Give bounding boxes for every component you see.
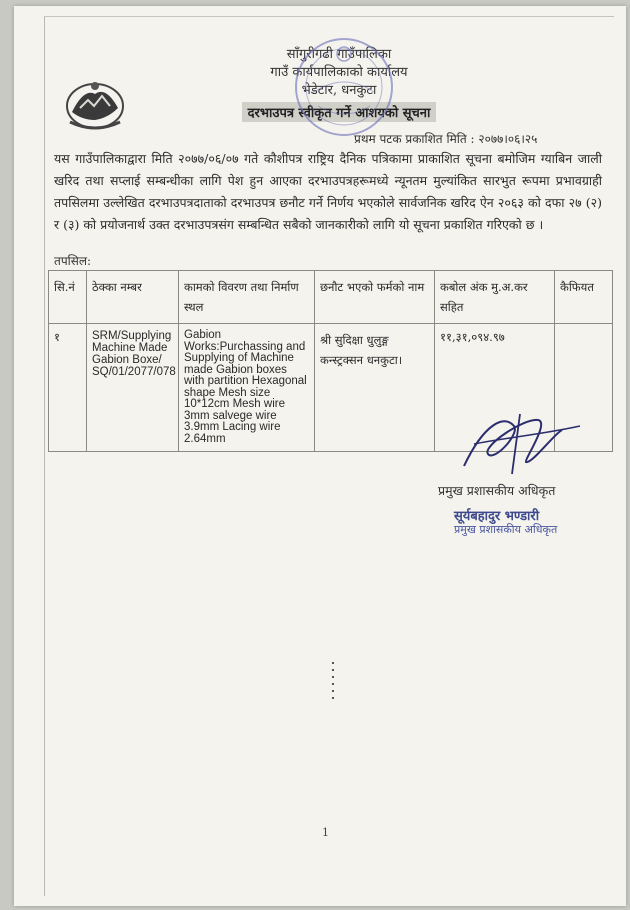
header-amount: कबोल अंक मु.अ.कर सहित xyxy=(435,271,555,324)
header-firm: छनौट भएको फर्मको नाम xyxy=(315,271,435,324)
cell-sn: १ xyxy=(49,324,87,452)
signatory-name: सूर्यबहादुर भण्डारी xyxy=(454,509,540,524)
scan-speck xyxy=(332,662,334,702)
municipality-name: साँगुरीगढी गाउँपालिका xyxy=(286,47,392,62)
left-margin-rule xyxy=(44,16,45,896)
official-seal-icon xyxy=(284,32,404,142)
notice-body: यस गाउँपालिकाद्वारा मिति २०७७/०६/०७ गते कौशीपत्र राष्ट्रिय दैनिक पत्रिकामा प्राकाशित सूचना बमोजिम ग्याबिन जाली खरिद तथा सप्लाई सम्बन्धीका लागि पेश हुन आएका दरभाउपत्रहरूमध्ये न्यूनतम मुल्यांकित सारभुत रूपमा प्रभावग्राही तपसिलमा उल्लेखित दरभाउपत्रदाताको दरभाउपत्र छनौट गर्ने निर्णय भएकोले सार्वजनिक खरिद ऐन २०६३ को दफा २७ (२) र (३) को प्रयोजनार्थ उक्त दरभाउपत्रसंग सम्बन्धित सबैको जानकारीको लागि यो सूचना प्रकाशित गरिएको छ । xyxy=(54,151,602,232)
header-remarks: कैफियत xyxy=(555,271,613,324)
page-number: 1 xyxy=(322,826,329,839)
signatory-designation: प्रमुख प्रशासकीय अधिकृत xyxy=(438,483,556,498)
details-label: तपसिल: xyxy=(54,254,92,268)
header-sn: सि.नं xyxy=(49,271,87,324)
document-page xyxy=(14,6,626,906)
office-location: भेडेटार, धनकुटा xyxy=(301,83,377,98)
office-name: गाउँ कार्यपालिकाको कार्यालय xyxy=(270,65,408,80)
signatory-stamp-title: प्रमुख प्रशासकीय अधिकृत xyxy=(454,523,558,536)
cell-work-desc: Gabion Works:Purchassing and Supplying of Machine made Gabion boxes with partition Hexagonal shape Mesh size 10*12cm Mesh wire 3mm salvege wire 3.9mm Lacing wire 2.64mm xyxy=(179,324,315,452)
table-header-row xyxy=(49,271,613,324)
header-work-desc: कामको विवरण तथा निर्माण स्थल xyxy=(179,271,315,324)
publication-date: प्रथम पटक प्रकाशित मिति : २०७७।०६।२५ xyxy=(354,132,538,146)
cell-firm: श्री सुदिक्षा धुलुङ्ग कन्स्ट्रक्सन धनकुटा। xyxy=(315,324,435,452)
signature-image xyxy=(454,404,584,484)
notice-title: दरभाउपत्र स्वीकृत गर्ने आशयको सूचना xyxy=(242,102,437,122)
cell-amount: ११,३१,०९४.९७ xyxy=(435,324,555,452)
header-contract-no: ठेक्का नम्बर xyxy=(87,271,179,324)
nepal-emblem-icon xyxy=(64,78,126,130)
cell-contract-no: SRM/Supplying Machine Made Gabion Boxe/ SQ/01/2077/078 xyxy=(87,324,179,452)
top-margin-rule xyxy=(44,16,614,17)
